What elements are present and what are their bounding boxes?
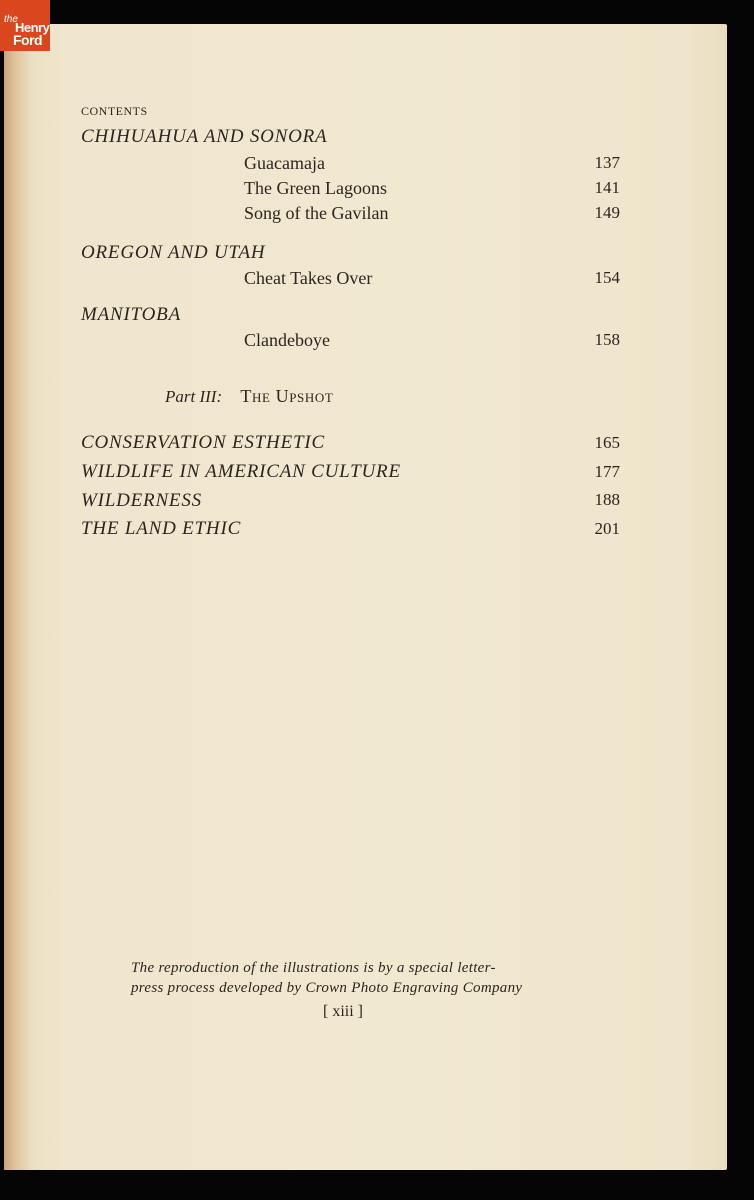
- illustration-note-line: press process developed by Crown Photo Engraving Company: [131, 980, 523, 996]
- toc-entry-page: 141: [594, 178, 620, 197]
- region-heading: CHIHUAHUA AND SONORA: [81, 126, 328, 147]
- part-heading: [165, 386, 333, 407]
- book-page: [4, 24, 727, 1170]
- toc-entry-title: Cheat Takes Over: [244, 268, 373, 288]
- essay-title: CONSERVATION ESTHETIC: [81, 432, 325, 453]
- logo-text-henry: Henry: [15, 20, 50, 35]
- essay-page: 188: [594, 490, 620, 509]
- contents-header: CONTENTS: [81, 104, 148, 118]
- essay-page: 201: [594, 519, 620, 538]
- region-heading: MANITOBA: [81, 304, 181, 325]
- logo-text-the: the: [4, 14, 18, 25]
- toc-entry-title: Guacamaja: [244, 153, 325, 173]
- henry-ford-logo: [0, 0, 50, 51]
- toc-entry-page: 149: [594, 203, 620, 222]
- toc-entry-title: The Green Lagoons: [244, 178, 387, 198]
- essay-page: 177: [594, 462, 620, 481]
- page-number: [ xiii ]: [323, 1003, 363, 1020]
- toc-entry-page: 154: [594, 268, 620, 287]
- part-label: Part III:: [165, 387, 223, 406]
- essay-title: WILDERNESS: [81, 490, 202, 511]
- essay-page: 165: [594, 433, 620, 452]
- region-heading: OREGON AND UTAH: [81, 242, 266, 263]
- toc-entry-page: 137: [594, 153, 620, 172]
- toc-entry-title: Clandeboye: [244, 330, 330, 350]
- logo-text-ford: Ford: [13, 32, 43, 48]
- toc-entry-title: Song of the Gavilan: [244, 203, 389, 223]
- part-title: The Upshot: [240, 386, 334, 406]
- illustration-note-line: The reproduction of the illustrations is by a special letter-: [131, 960, 496, 976]
- essay-title: THE LAND ETHIC: [81, 518, 242, 539]
- toc-entry-page: 158: [594, 330, 620, 349]
- essay-title: WILDLIFE IN AMERICAN CULTURE: [81, 461, 401, 482]
